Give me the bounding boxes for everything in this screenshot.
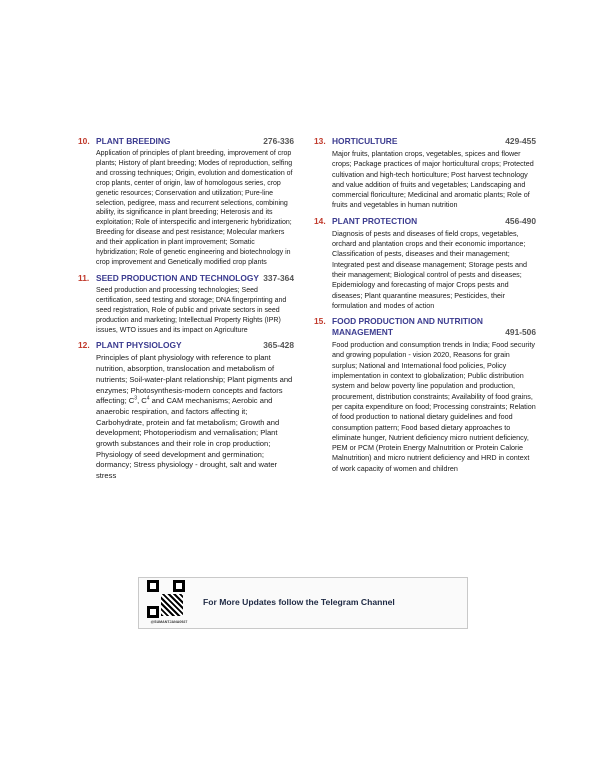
section-title: FOOD PRODUCTION AND NUTRITION MANAGEMENT [332,316,483,338]
body-text-part: Principles of plant physiology with reference to plant nutrition, absorption, translocation and metabolism of nutrients; Soil-water-plant relationship; Plant pigments and enzymes; Photosynthesis-modern concepts and factors affecting; C [96,353,293,406]
section-body: Application of principles of plant breeding, improvement of crop plants; History of plant breeding; Modes of reproduction, selfing and crossing techniques; Origin, evolution and domestication of crop plants, center of origin, law of homologous series, crop genetic resources; Conservation and utilization; Pure-line selection, pedigree, mass and recurrent selections, combining ability, its significance in plant breeding; Heterosis and its exploitation; Role of interspecific and intergeneric hybridization; Breeding for disease and pest resistance; Molecular markers and their application in plant improvement; Somatic hybridization; Role of genetic engineering and biotechnology in crop improvement and Genetically modified crop plants [96,150,293,266]
superscript: 4 [146,395,150,402]
section-plant-breeding [78,136,294,268]
section-horticulture [314,136,536,211]
qr-code-icon[interactable] [147,580,185,618]
section-number: 12. [78,340,90,351]
superscript: 3 [134,395,138,402]
page-range: 276-336 [263,136,294,146]
right-column [314,136,536,479]
section-body: Food production and consumption trends in India; Food security and growing population - vision 2020, Reasons for grain surplus; National and International food policies, Policy implementation in context to globalization; Public distribution system and below poverty line population and production, procurement, distribution constraints; Availability of food grains, per capita expenditure on food; Processing constraints; Relation of food production to national dietary guidelines and food consumption pattern; Food based dietary approaches to eliminate hunger, Nutrient deficiency micro nutrient deficiency, PEM or PCM (Protein Energy Malnutrition or Protein Calorie Malnutrition) and micro nutrient deficiency and HRD in context of work capacity of women and children [332,340,536,473]
section-body: Major fruits, plantation crops, vegetables, spices and flower crops; Package practices of major horticultural crops; Protected cultivation and high-tech horticulture; Post harvest technology and value addition of fruits and vegetables; Landscaping and commercial floriculture; Medicinal and aromatic plants; Role of fruits and vegetables in human nutrition [332,149,534,210]
body-text-part: , C [137,396,147,406]
page-range: 365-428 [263,340,294,351]
section-number: 15. [314,316,326,327]
qr-code-block[interactable] [142,580,196,626]
section-body: Seed production and processing technologies; Seed certification, seed testing and storage; DNA fingerprinting and seed registration, Role of public and private sectors in seed production and marketing; Intellectual Property Rights (IPR) issues, WTO issues and its impact on Agriculture [96,286,287,334]
page-range: 429-455 [505,136,536,146]
section-food-production [314,316,536,474]
section-title: SEED PRODUCTION AND TECHNOLOGY [96,272,260,283]
section-title: PLANT BREEDING [96,136,171,146]
section-body: Diagnosis of pests and diseases of field crops, vegetables, orchard and plantation crops and their economic importance; Classification of pests, diseases and their management; Integrated pest and disease management; Storage pests and their management; Biological control of pests and diseases; Epidemiology and forecasting of major Crops pests and diseases; Plant quarantine measures; Pesticides, their formulation and modes of action [332,228,527,310]
section-number: 11. [78,272,90,283]
page-range: 491-506 [505,327,536,338]
section-header [314,316,536,338]
section-title: HORTICULTURE [332,136,398,146]
section-number: 13. [314,136,326,146]
section-header [78,340,294,351]
section-title: PLANT PROTECTION [332,215,418,226]
section-seed-production [78,273,294,336]
body-text-part: and CAM mechanisms; Aerobic and anaerobic respiration, and factors affecting it; Carbohydrate, protein and fat metabolism; Growth and development; Photoperiodism and vernalisation; Plant growth substances and their role in crop production; Physiology of seed development and germination; dormancy; Stress physiology - drought, salt and water stress [96,396,280,481]
telegram-message: For More Updates follow the Telegram Channel [203,597,395,607]
section-number: 10. [78,136,90,146]
telegram-handle: @SUMANTJANA0927 [150,620,188,624]
section-header [78,273,294,284]
section-title: PLANT PHYSIOLOGY [96,340,182,351]
telegram-banner[interactable] [138,577,468,629]
section-header [314,136,536,147]
page-range: 456-490 [505,215,536,226]
section-header [314,216,536,227]
section-plant-protection [314,216,536,311]
section-number: 14. [314,215,326,226]
section-header [78,136,294,147]
left-column [78,136,294,487]
page-range: 337-364 [263,272,294,283]
section-plant-physiology [78,340,294,481]
section-body [96,353,294,481]
